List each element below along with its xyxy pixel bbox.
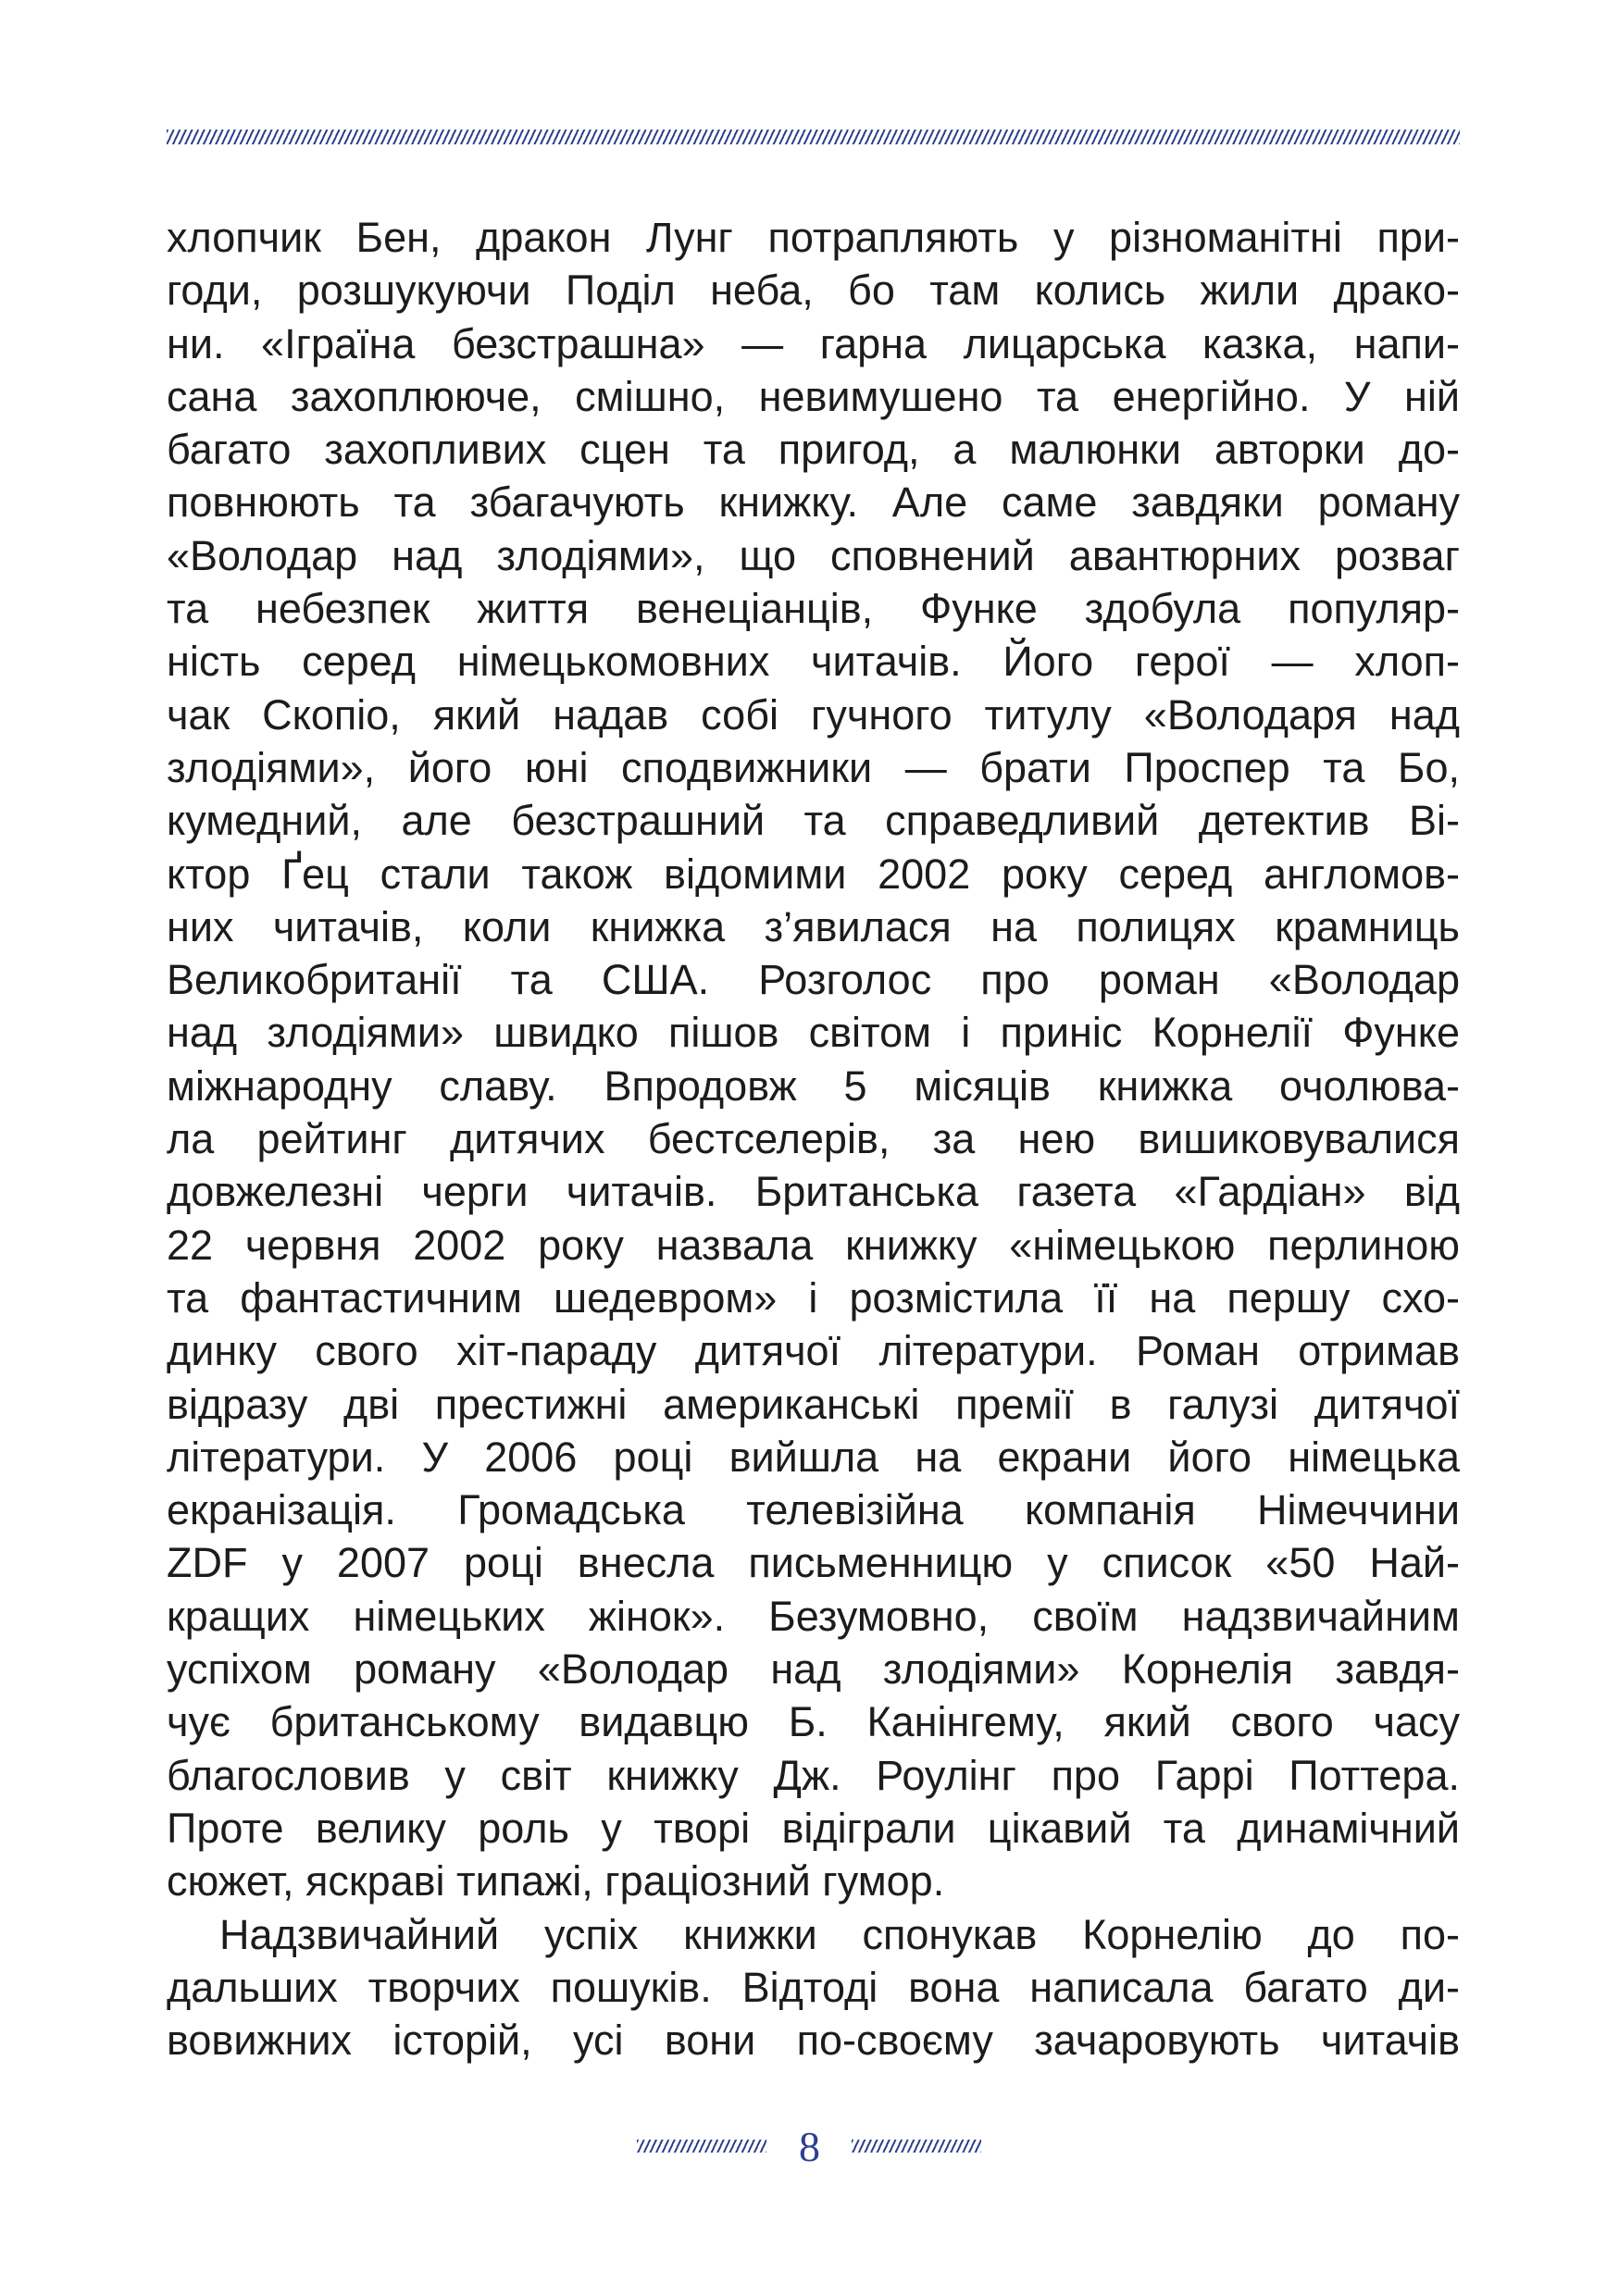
text-line: та небезпек життя венеціанців, Функе здобула популяр- [167, 585, 1460, 633]
footer-decorative-rule-right [852, 2140, 981, 2153]
text-line: міжнародну славу. Впродовж 5 місяців книжка очолюва- [167, 1061, 1460, 1110]
text-line: «Володар над злодіями», що сповнений авантюрних розваг [167, 531, 1460, 579]
text-line: довжелезні черги читачів. Британська газета «Гардіан» від [167, 1168, 1460, 1216]
text-line: благословив у світ книжку Дж. Роулінг про Гаррі Поттера. [167, 1751, 1460, 1799]
text-line: Проте велику роль у творі відіграли цікавий та динамічний [167, 1804, 1460, 1852]
text-line: екранізація. Громадська телевізійна компанія Німеччини [167, 1486, 1460, 1534]
text-line: 22 червня 2002 року назвала книжку «німецькою перлиною [167, 1221, 1460, 1269]
text-line: Великобританії та США. Розголос про роман «Володар [167, 956, 1460, 1004]
paragraph-1 [167, 211, 1460, 1908]
text-line: відразу дві престижні американські премії в галузі дитячої [167, 1380, 1460, 1428]
text-line: чує британському видавцю Б. Канінгему, який свого часу [167, 1698, 1460, 1746]
text-line: успіхом роману «Володар над злодіями» Корнелія завдя- [167, 1645, 1460, 1694]
page-number: 8 [799, 2123, 820, 2170]
text-line: багато захопливих сцен та пригод, а малюнки авторки до- [167, 426, 1460, 474]
text-line: та фантастичним шедевром» і розмістила її на першу схо- [167, 1273, 1460, 1322]
text-line: повнюють та збагачують книжку. Але саме завдяки роману [167, 478, 1460, 527]
text-line: кумедний, але безстрашний та справедливий детектив Ві- [167, 797, 1460, 845]
text-line: над злодіями» швидко пішов світом і приніс Корнелії Функе [167, 1009, 1460, 1057]
text-line: сюжет, яскраві типажі, граціозний гумор. [167, 1857, 945, 1905]
footer-decorative-rule-left [637, 2140, 766, 2153]
text-line: чак Скопіо, який надав собі гучного титулу «Володаря над [167, 690, 1460, 738]
text-line: ктор Ґец стали також відомими 2002 року серед англомов- [167, 850, 1460, 898]
text-line: ни. «Іграїна безстрашна» — гарна лицарська казка, напи- [167, 319, 1460, 367]
text-line: них читачів, коли книжка з’явилася на полицях крамниць [167, 902, 1460, 950]
text-line: злодіями», його юні сподвижники — брати Проспер та Бо, [167, 743, 1460, 791]
header-decorative-rule [167, 130, 1460, 144]
body-text [167, 211, 1460, 2066]
text-line: динку свого хіт-параду дитячої літератури. Роман отримав [167, 1327, 1460, 1375]
text-line: сана захоплююче, смішно, невимушено та енергійно. У ній [167, 372, 1460, 420]
text-line: Надзвичайний успіх книжки спонукав Корнелію до по- [219, 1910, 1460, 1958]
text-line: кращих німецьких жінок». Безумовно, своїм надзвичайним [167, 1592, 1460, 1640]
text-line: хлопчик Бен, дракон Лунг потрапляють у різноманітні при- [167, 214, 1460, 261]
text-line: ла рейтинг дитячих бестселерів, за нею вишиковувалися [167, 1115, 1460, 1163]
text-line: дальших творчих пошуків. Відтоді вона написала багато ди- [167, 1963, 1460, 2011]
paragraph-2 [167, 1908, 1460, 2067]
text-line: годи, розшукуючи Поділ неба, бо там колись жили драко- [167, 267, 1460, 315]
text-line: літератури. У 2006 році вийшла на екрани його німецька [167, 1433, 1460, 1481]
page-footer [0, 2124, 1619, 2170]
text-line: ZDF у 2007 році внесла письменницю у список «50 Най- [167, 1539, 1460, 1587]
text-line: ність серед німецькомовних читачів. Його герої — хлоп- [167, 638, 1460, 686]
text-line: вовижних історій, усі вони по-своєму зачаровують читачів [167, 2017, 1460, 2065]
